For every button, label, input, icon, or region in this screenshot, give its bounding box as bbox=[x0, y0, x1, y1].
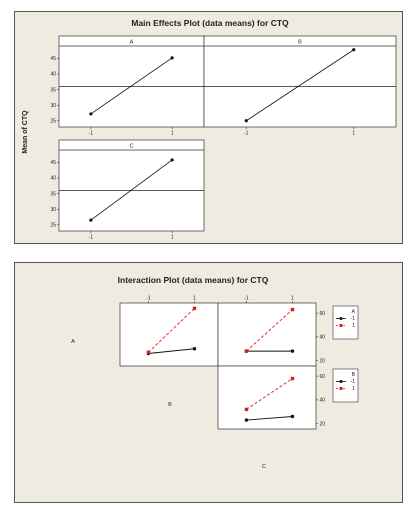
main-xtick-label-C-1: 1 bbox=[170, 234, 174, 241]
main-ytick-label-A-30: 30 bbox=[50, 102, 56, 109]
interaction-top-xtick-label-0-0: -1 bbox=[146, 295, 151, 302]
interaction-legend-title-A: A bbox=[351, 309, 355, 315]
main-xtick-label-A-0: -1 bbox=[88, 130, 94, 137]
interaction-ytick-label-B-C-60: 60 bbox=[319, 373, 326, 380]
interaction-marker-A-B-1-1 bbox=[193, 307, 196, 310]
interaction-legend-entry-B-0: -1 bbox=[350, 379, 355, 385]
interaction-figure bbox=[14, 262, 403, 503]
main-xtick-label-B-0: -1 bbox=[244, 130, 249, 137]
interaction-ytick-label-A-C-40: 40 bbox=[319, 334, 326, 341]
interaction-legend-marker-A-0 bbox=[340, 317, 343, 320]
interaction-top-xtick-label-1-1: 1 bbox=[291, 295, 294, 302]
interaction-legend-entry-A-1: 1 bbox=[352, 323, 355, 329]
interaction-marker-A-C-0-1 bbox=[291, 349, 294, 352]
main-panel-C bbox=[59, 140, 204, 231]
interaction-marker-B-C-0-1 bbox=[291, 415, 294, 418]
main-ytick-label-C-25: 25 bbox=[50, 222, 56, 229]
main-effects-figure bbox=[14, 11, 403, 244]
interaction-marker-A-B-1-0 bbox=[147, 351, 150, 354]
main-effects-ylabel: Mean of CTQ bbox=[22, 110, 29, 154]
main-xtick-label-C-0: -1 bbox=[88, 234, 94, 241]
interaction-ytick-label-A-C-20: 20 bbox=[319, 358, 326, 365]
interaction-factor-label-C: C bbox=[262, 464, 266, 470]
interaction-factor-label-B: B bbox=[168, 402, 172, 408]
main-point-A-0 bbox=[89, 112, 92, 115]
interaction-marker-A-C-1-1 bbox=[291, 308, 294, 311]
main-xtick-label-A-1: 1 bbox=[170, 130, 174, 137]
interaction-panel-A-B bbox=[120, 303, 218, 366]
interaction-svg bbox=[15, 263, 404, 504]
main-xtick-label-B-1: 1 bbox=[352, 130, 356, 137]
main-effects-title: Main Effects Plot (data means) for CTQ bbox=[131, 18, 289, 28]
main-strip-label-C: C bbox=[129, 143, 134, 150]
interaction-panel-B-C bbox=[218, 366, 316, 429]
main-effects-svg bbox=[15, 12, 404, 245]
interaction-ytick-label-B-C-40: 40 bbox=[319, 397, 326, 404]
main-panel-B bbox=[204, 36, 396, 127]
main-panel-A bbox=[59, 36, 204, 127]
interaction-ytick-label-B-C-20: 20 bbox=[319, 421, 326, 428]
interaction-panel-A-C bbox=[218, 303, 316, 366]
main-point-C-0 bbox=[89, 218, 92, 221]
interaction-legend-marker-B-1 bbox=[340, 387, 343, 390]
interaction-title: Interaction Plot (data means) for CTQ bbox=[117, 275, 269, 285]
interaction-factor-label-A: A bbox=[71, 339, 75, 345]
main-ytick-label-A-25: 25 bbox=[50, 118, 56, 125]
interaction-legend-entry-A-0: -1 bbox=[350, 316, 355, 322]
main-point-B-1 bbox=[352, 48, 355, 51]
interaction-ytick-label-A-C-60: 60 bbox=[319, 310, 326, 317]
interaction-marker-B-C-0-0 bbox=[245, 418, 248, 421]
interaction-legend-title-B: B bbox=[351, 372, 355, 378]
main-point-C-1 bbox=[171, 158, 174, 161]
interaction-marker-A-B-0-1 bbox=[193, 347, 196, 350]
interaction-legend-marker-A-1 bbox=[340, 324, 343, 327]
main-ytick-label-C-40: 40 bbox=[50, 175, 56, 182]
interaction-marker-B-C-1-0 bbox=[245, 408, 248, 411]
main-ytick-label-A-35: 35 bbox=[50, 87, 56, 94]
main-ytick-label-C-30: 30 bbox=[50, 206, 56, 213]
main-strip-label-B: B bbox=[298, 39, 302, 46]
interaction-marker-A-C-1-0 bbox=[245, 349, 248, 352]
interaction-top-xtick-label-0-1: 1 bbox=[193, 295, 196, 302]
interaction-top-xtick-label-1-0: -1 bbox=[244, 295, 249, 302]
main-point-B-0 bbox=[245, 119, 248, 122]
main-ytick-label-C-45: 45 bbox=[50, 160, 56, 167]
main-ytick-label-A-45: 45 bbox=[50, 56, 56, 63]
main-ytick-label-C-35: 35 bbox=[50, 191, 56, 198]
interaction-marker-B-C-1-1 bbox=[291, 377, 294, 380]
interaction-legend-entry-B-1: 1 bbox=[352, 386, 355, 392]
main-ytick-label-A-40: 40 bbox=[50, 71, 56, 78]
main-strip-label-A: A bbox=[129, 39, 134, 46]
main-point-A-1 bbox=[171, 56, 174, 59]
interaction-legend-marker-B-0 bbox=[340, 380, 343, 383]
